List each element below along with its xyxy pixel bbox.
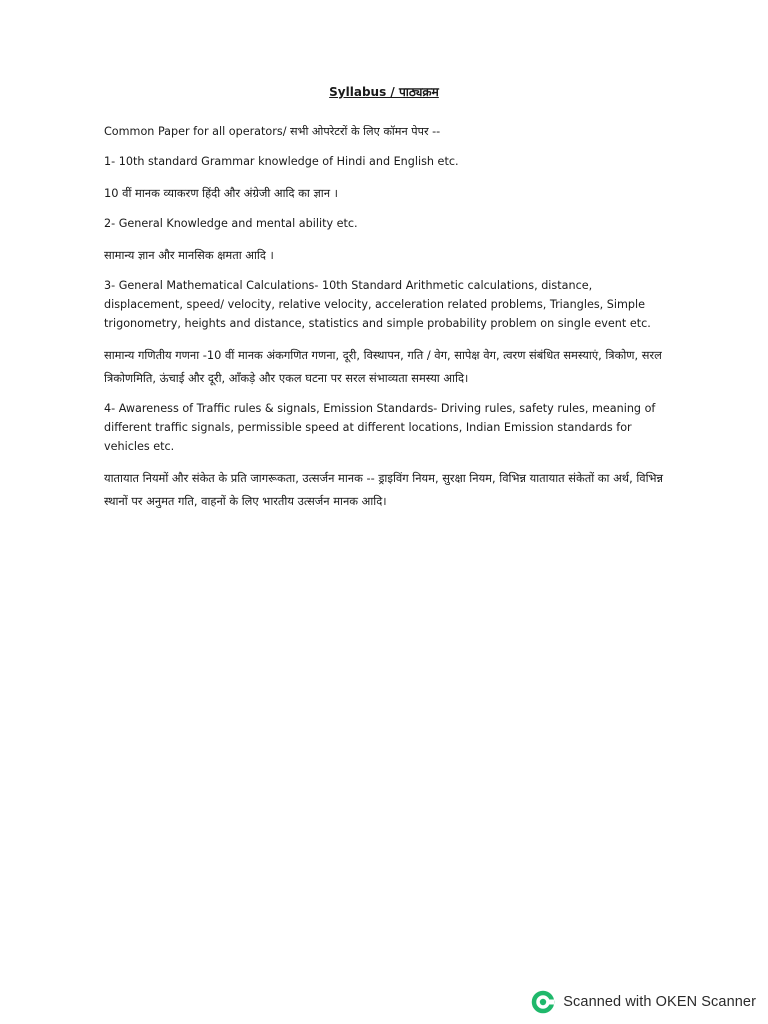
document-body [104, 84, 664, 522]
paragraph-item-2-english: 2- General Knowledge and mental ability etc. [104, 217, 358, 230]
paragraph-item-3-english: 3- General Mathematical Calculations- 10th Standard Arithmetic calculations, distance, displacement, speed/ velocity, relative velocity, acceleration related problems, Triangles, Simple trigonometry, heights and distance, statistics and simple probability problem on single event etc. [104, 279, 651, 330]
paragraph-item-4-hindi: यातायात नियमों और संकेत के प्रति जागरूकता, उत्सर्जन मानक -- ड्राइविंग नियम, सुरक्षा नियम, विभिन्न यातायात संकेतों का अर्थ, विभिन्न स्थानों पर अनुमत गति, वाहनों के लिए भारतीय उत्सर्जन मानक आदि। [104, 471, 664, 508]
oken-scanner-logo-icon [531, 990, 555, 1014]
paragraph-item-4-english: 4- Awareness of Traffic rules & signals, Emission Standards- Driving rules, safety rules, meaning of different traffic signals, permissible speed at different locations, Indian Emission standards for vehicles etc. [104, 402, 656, 453]
paragraph-common-paper: Common Paper for all operators/ सभी ओपरेटरों के लिए कॉमन पेपर -- [104, 125, 441, 138]
document-title: Syllabus / पाठ्यक्रम [329, 85, 439, 99]
scanner-watermark-text: Scanned with OKEN Scanner [563, 994, 756, 1010]
paragraph-item-1-hindi: 10 वीं मानक व्याकरण हिंदी और अंग्रेजी आदि का ज्ञान । [104, 186, 338, 200]
paragraph-item-3-hindi: सामान्य गणितीय गणना -10 वीं मानक अंकगणित गणना, दूरी, विस्थापन, गति / वेग, सापेक्ष वेग, त्वरण संबंधित समस्याएं, त्रिकोण, सरल त्रिकोणमिति, ऊंचाई और दूरी, आँकड़े और एकल घटना पर सरल संभाव्यता समस्या आदि। [104, 348, 662, 385]
paragraph-item-1-english: 1- 10th standard Grammar knowledge of Hindi and English etc. [104, 155, 459, 168]
scanner-watermark [531, 990, 756, 1014]
paragraph-item-2-hindi: सामान्य ज्ञान और मानसिक क्षमता आदि । [104, 248, 274, 262]
